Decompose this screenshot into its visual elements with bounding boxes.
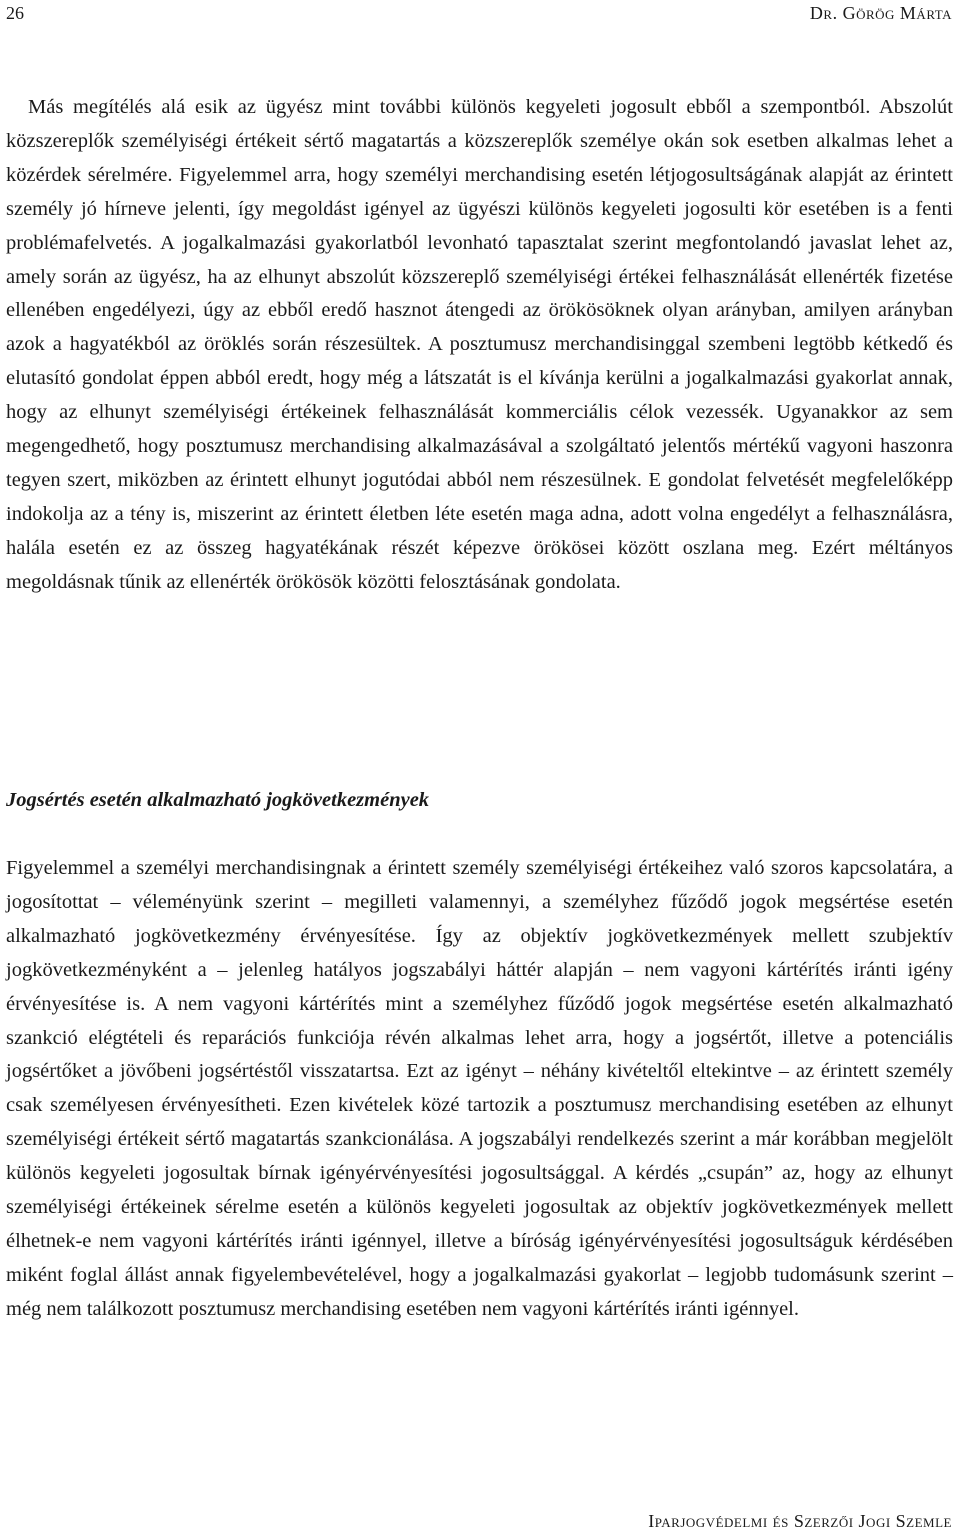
page-number: 26: [6, 3, 24, 23]
running-head-author: Dr. Görög Márta: [809, 3, 952, 23]
body-paragraph-1: Más megítélés alá esik az ügyész mint további különös kegyeleti jogosult ebből a szempontból. Abszolút közszereplők személyiségi értékeit sértő magatartás a közszereplők személye okán sok esetben alkalmas lehet a közérdek sérelmére. Figyelemmel arra, hogy személyi merchandising esetén létjogosultságának alapját az érintett személy jó hírneve jelenti, így megoldást igényel az ügyészi különös kegyeleti jogosulti kör esetében is a fenti problémafelvetés. A jogalkalmazási gyakorlatból levonható tapasztalat szerint megfontolandó javaslat lehet az, amely során az ügyész, ha az elhunyt abszolút közszereplő személyiségi értékei felhasználását ellenérték fizetése ellenében engedélyezi, úgy az ebből eredő hasznot átengedi az örökösöknek olyan arányban, amilyen arányban azok a hagyatékból az öröklés során részesültek. A posztumusz merchandisinggal szembeni legtöbb kétkedő és elutasító gondolat éppen abból eredt, hogy még a látszatát is el kívánja kerülni a jogalkalmazási gyakorlat annak, hogy az elhunyt személyiségi értékeinek felhasználását kommerciális célok vezessék. Ugyanakkor az sem megengedhető, hogy posztumusz merchandising alkalmazásával a szolgáltató jelentős mértékű vagyoni haszonra tegyen szert, miközben az érintett elhunyt jogutódai abból nem részesülnek. E gondolat felvetését megfelelőképp indokolja az a tény is, miszerint az érintett életben léte esetén maga adna, adott volna engedélyt a felhasználásra, halála esetén ez az összeg hagyatékának részét képezve örökösei között oszlana meg. Ezért méltányos megoldásnak tűnik az ellenérték örökösök közötti felosztásának gondolata.: [6, 96, 953, 593]
body-paragraph-2: Figyelemmel a személyi merchandisingnak a érintett személy személyiségi értékeihez való szoros kapcsolatára, a jogosítottat – véleményünk szerint – megilleti valamennyi, a személyhez fűződő jogok megsértése esetén alkalmazható jogkövetkezmény érvényesítése. Így az objektív jogkövetkezmények mellett szubjektív jogkövetkezményként a – jelenleg hatályos jogszabályi háttér alapján – nem vagyoni kártérítés iránti igény érvényesítése is. A nem vagyoni kártérítés mint a személyhez fűződő jogok megsértése esetén alkalmazható szankció elégtételi és reparációs funkciója révén alkalmas lehet arra, hogy a jogsértőt, illetve a potenciális jogsértőket a jövőbeni jogsértéstől visszatartsa. Ezt az igényt – néhány kivételtől eltekintve – az érintett személy csak személyesen érvényesítheti. Ezen kivételek közé tartozik a posztumusz merchandising esetében az elhunyt személyiségi értékeit sértő magatartás szankcionálása. A jogszabályi rendelkezés szerint a már korábban megjelölt különös kegyeleti jogosultak bírnak igényérvényesítési jogosultsággal. A kérdés „csupán” az, hogy az elhunyt személyiségi értékeinek sérelme esetén a különös kegyeleti jogosultak az objektív jogkövetkezmények mellett élhetnek-e nem vagyoni kártérítés iránti igénnyel, illetve a bíróság igényérvényesítési jogosultságuk kérdésében miként foglal állást annak figyelembevételével, hogy a jogalkalmazási gyakorlat – legjobb tudomásunk szerint – még nem találkozott posztumusz merchandising esetében nem vagyoni kártérítés iránti igénnyel.: [6, 857, 953, 1320]
running-foot-journal: Iparjogvédelmi és Szerzői Jogi Szemle: [648, 1511, 952, 1531]
section-heading: Jogsértés esetén alkalmazható jogkövetkezmények: [6, 789, 430, 811]
